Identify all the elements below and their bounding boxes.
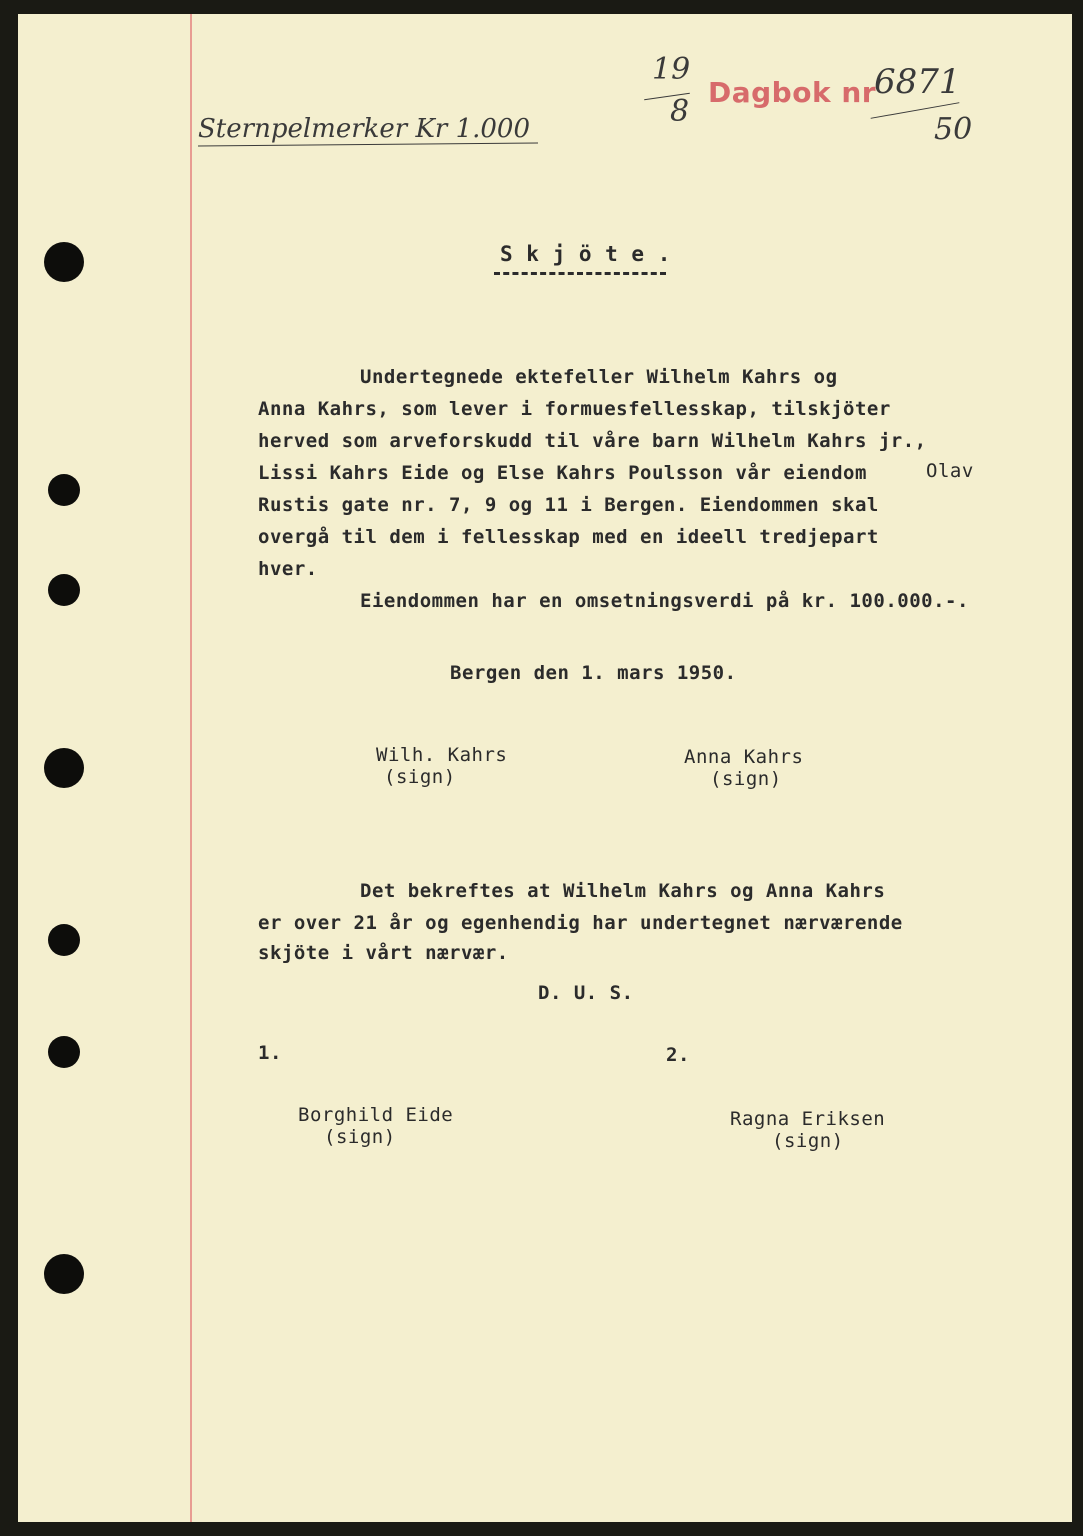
signature-left-sign: (sign) [384, 766, 456, 788]
body-line: overgå til dem i fellesskap med en ideell tredjepart [258, 526, 879, 548]
body-line: Lissi Kahrs Eide og Else Kahrs Poulsson vår eiendom [258, 462, 867, 484]
punch-hole [44, 748, 84, 788]
dagbok-month: 8 [670, 94, 690, 129]
body-line: hver. [258, 558, 318, 580]
stamp-marks-note: Sternpelmerker Kr 1.000 [198, 114, 531, 144]
body-line: Eiendommen har en omsetningsverdi på kr. 100.000.-. [360, 590, 969, 612]
dagbok-stamp: Dagbok nr [708, 76, 877, 109]
punch-hole [48, 574, 80, 606]
body-line: herved som arveforskudd til våre barn Wilhelm Kahrs jr., [258, 430, 927, 452]
document-page [18, 14, 1072, 1522]
body-line: Undertegnede ektefeller Wilhelm Kahrs og [360, 366, 838, 388]
witness-number-1: 1. [258, 1042, 282, 1064]
margin-line [190, 14, 192, 1522]
dagbok-day: 19 [652, 52, 691, 87]
body-line: Anna Kahrs, som lever i formuesfellesskap, tilskjöter [258, 398, 891, 420]
witness-2-name: Ragna Eriksen [730, 1108, 886, 1130]
punch-hole [44, 1254, 84, 1294]
punch-hole [48, 1036, 80, 1068]
place-date: Bergen den 1. mars 1950. [450, 662, 737, 684]
body-insert: Olav [926, 460, 974, 482]
confirmation-line: er over 21 år og egenhendig har undertegnet nærværende [258, 912, 903, 934]
witness-1-name: Borghild Eide [298, 1104, 454, 1126]
title-underline [494, 272, 666, 275]
signature-right-name: Anna Kahrs [684, 746, 804, 768]
witness-1-sign: (sign) [324, 1126, 396, 1148]
punch-hole [44, 242, 84, 282]
dagbok-year: 50 [934, 112, 973, 147]
signature-right-sign: (sign) [710, 768, 782, 790]
confirmation-line: skjöte i vårt nærvær. [258, 942, 509, 964]
witness-number-2: 2. [666, 1044, 690, 1066]
punch-hole [48, 924, 80, 956]
dus-label: D. U. S. [538, 982, 634, 1004]
witness-2-sign: (sign) [772, 1130, 844, 1152]
body-line: Rustis gate nr. 7, 9 og 11 i Bergen. Eiendommen skal [258, 494, 879, 516]
confirmation-line: Det bekreftes at Wilhelm Kahrs og Anna Kahrs [360, 880, 886, 902]
punch-hole [48, 474, 80, 506]
signature-left-name: Wilh. Kahrs [376, 744, 508, 766]
dagbok-number: 6871 [874, 62, 961, 102]
document-title: S k j ö t e . [500, 242, 671, 266]
